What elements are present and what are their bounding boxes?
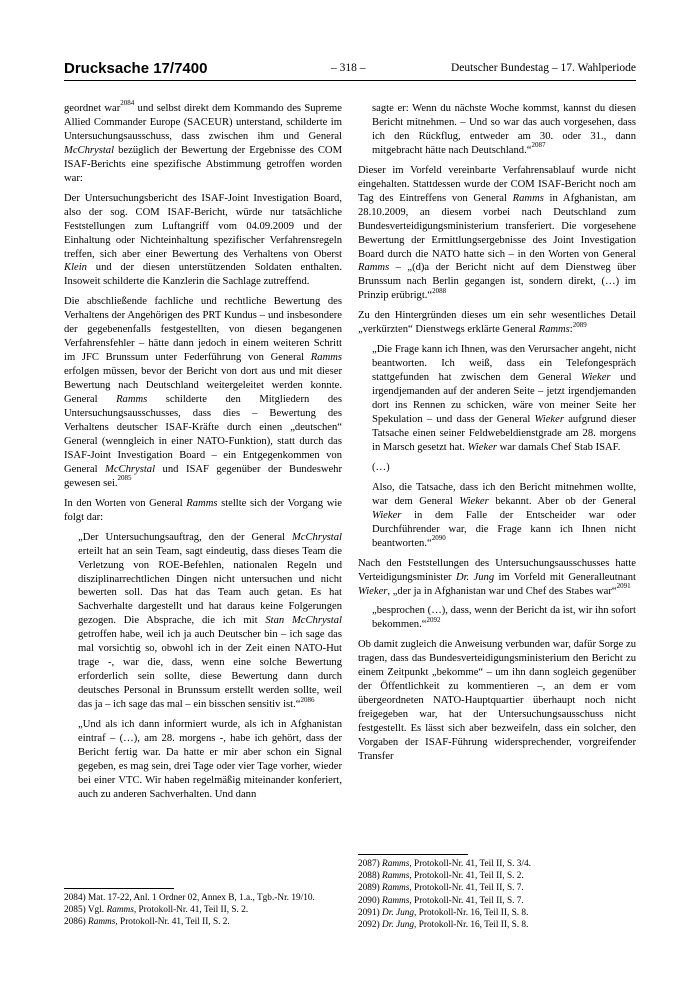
quote-paragraph: [372, 604, 636, 632]
footnote-list-right: [358, 858, 636, 931]
text-run: schilderte den Mitgliedern des Untersuchungsausschusses, dass dies – Bewertung des Verhaltens deutscher ISAF-Kräfte durch einen „deutschen“ General (wenngleich in einer NATO-Funktion), statt durch das ISAF-Joint Investigation Board – ein Entgegenkommen von General: [64, 394, 342, 475]
quote-paragraph: [372, 343, 636, 455]
text-run: sagte er: Wenn du nächste Woche kommst, kannst du diesen Bericht mitnehmen. – Und so war das auch vorgesehen, dass ich den Rückflug, entweder am 30. oder 31., dann mitgebracht hätte nach Deutschland.“: [372, 103, 636, 156]
body-paragraph: [358, 164, 636, 304]
text-run: 2089): [358, 883, 383, 894]
footnote-reference: 2087: [531, 141, 546, 150]
text-run: Ob damit zugleich die Anweisung verbunden war, dafür Sorge zu tragen, dass das Bundesverteidigungsministerium den Bericht zu einem Zeitpunkt „bekomme“ – um ihn dann sogleich gegenüber der Öffentlichkeit zu kommentieren –, an dem er vom übergeordneten NATO-Hauptquartier überhaupt noch nicht freigegeben war, hat der Untersuchungsausschuss nicht festgestellt. Es lässt sich aber bezweifeln, dass ein solcher, den Vorgaben der ISAF-Führung widersprechender, vorgreifender Transfer: [358, 639, 636, 762]
text-run: bezüglich der Bewertung der Ergebnisse des COM ISAF-Berichts eine spezifische Abstimmung getroffen worden war:: [64, 144, 342, 184]
text-run: und der diesen unterstützenden Soldaten enthalten. Insoweit schilderte die Kanzlerin die Sachlage zutreffend.: [64, 262, 342, 288]
right-text-column: [358, 102, 636, 770]
document-number-value: 7400: [174, 60, 208, 77]
emphasized-name: Ramms: [382, 883, 410, 894]
footnote-reference: 2085: [117, 474, 132, 483]
footnote-reference: 2089: [572, 320, 587, 329]
text-run: Zu den Hintergründen dieses um ein sehr wesentliches Detail „verkürzten“ Dienstwegs erklärte General: [358, 310, 636, 336]
emphasized-name: Dr. Jung: [455, 571, 495, 583]
emphasized-name: Dr. Jung: [382, 920, 415, 931]
footnote: [358, 882, 636, 894]
emphasized-name: Klein: [64, 262, 87, 274]
emphasized-name: Stan McChrystal: [265, 615, 342, 627]
body-paragraph: [358, 557, 636, 599]
footnote: [64, 904, 342, 916]
text-run: In den Worten von General: [64, 497, 187, 509]
footnote: [64, 892, 342, 904]
text-run: 2090): [358, 895, 383, 906]
footnote: [358, 919, 636, 931]
emphasized-name: Ramms: [116, 394, 148, 406]
quote-paragraph: [372, 481, 636, 551]
text-run: „Die Frage kann ich Ihnen, was den Verursacher angeht, nicht beantworten. Ich weiß, dass ein Telefongespräch stattgefunden hat zwischen dem General: [372, 344, 636, 384]
emphasized-name: Ramms: [382, 871, 410, 882]
text-run: 2086): [64, 917, 89, 928]
footnote: [358, 907, 636, 919]
emphasized-name: McChrystal: [291, 531, 342, 543]
quote-paragraph: [372, 461, 636, 475]
footnote-separator: [64, 888, 174, 889]
text-run: , Protokoll-Nr. 41, Teil II, S. 7.: [409, 883, 524, 894]
footnote-reference: 2092: [426, 615, 441, 624]
footnote-list-left: [64, 892, 342, 929]
text-run: getroffen habe, weil ich ja auch Deutscher bin – ich sage das mal vorsichtig so, obwohl ich in der Zeit einen NATO-Hut trage -, war die, dass, wenn eine solche Bewertung erforderlich sein sollte, diese Bewertung dann durch deutsches Personal in Brunssum erstellt werden sollte, weil das ja – ich sage das mal – ein bisschen sensitiv ist.“: [78, 629, 342, 711]
footnote-reference: 2090: [431, 534, 446, 543]
text-run: bekannt. Aber ob der General: [488, 495, 636, 507]
emphasized-name: Wieker: [358, 585, 388, 597]
text-run: in dem Falle der Entscheider war oder Durchführender war, die Frage kann ich Ihnen nicht beantworten.“: [372, 509, 636, 549]
text-run: und ISAF gegenüber der Bundeswehr gewesen sei.: [64, 463, 342, 489]
text-run: Der Untersuchungsbericht des ISAF-Joint Investigation Board, also der sog. COM ISAF-Bericht, würde nur tatsächliche Feststellungen zum Luftangriff vom 04.09.2009 und der Einhaltung oder Nichteinhaltung spezifischer Verfahrensregeln treffen, sich aber einer Bewertung des Verhaltens von Oberst: [64, 192, 342, 260]
emphasized-name: Ramms: [512, 192, 544, 204]
body-paragraph: [64, 99, 343, 186]
footnote-reference: 2084: [120, 99, 135, 108]
quote-paragraph: [78, 531, 342, 712]
text-run: „besprochen (…), dass, wenn der Bericht da ist, wir ihn sofort bekommen.“: [372, 605, 636, 631]
footnotes-left: [64, 888, 342, 929]
body-paragraph: [64, 192, 342, 290]
text-run: war damals Chef Stab ISAF.: [497, 441, 621, 453]
text-run: in Afghanistan, am 28.10.2009, an diesem vorbei nach Deutschland zum Bundesverteidigungsministerium transferiert. Die vorgesehene Bewertung der Ermittlungsergebnisse des Joint Investigation Board durch die NATO hatte sich – in den Worten von General: [358, 192, 636, 260]
emphasized-name: Wieker: [467, 441, 498, 453]
left-text-column: [64, 99, 343, 808]
text-run: – „(d)a der Bericht nicht auf dem Dienstweg über Brunssum nach Berlin gegangen ist, sondern direkt, (…) im Prinzip erübrigt.“: [358, 262, 636, 302]
quote-paragraph: [78, 718, 342, 802]
emphasized-name: Ramms: [106, 905, 134, 916]
text-run: „Der Untersuchungsauftrag, den der General: [78, 531, 292, 543]
body-paragraph: [64, 497, 342, 525]
footnote-reference: 2091: [616, 581, 631, 590]
text-run: 2091): [358, 907, 383, 918]
text-run: 2088): [358, 871, 383, 882]
parliament-label: Deutscher Bundestag – 17. Wahlperiode: [450, 62, 636, 74]
text-run: Die abschließende fachliche und rechtliche Bewertung des Verhaltens der Angehörigen des PRT Kundus – und insbesondere der gegebenenfalls festgestellten, von diesen begangenen Verfahrensfehler – hätte dann jedoch in einem weiteren Schritt im JFC Brunssum unter Federführung von General: [64, 296, 342, 364]
footnote: [358, 895, 636, 907]
emphasized-name: Ramms: [382, 859, 410, 869]
text-run: (…): [372, 461, 390, 473]
footnote: [64, 916, 342, 928]
emphasized-name: McChrystal: [105, 463, 156, 475]
emphasized-name: McChrystal: [64, 144, 115, 156]
emphasized-name: Ramms: [88, 917, 116, 928]
emphasized-name: Wieker: [581, 372, 611, 384]
emphasized-name: Wieker: [372, 509, 402, 521]
text-run: Also, die Tatsache, dass ich den Bericht mitnehmen wollte, war dem General: [372, 481, 636, 507]
text-run: „Und als ich dann informiert wurde, als ich in Afghanistan eintraf – (…), am 28. morgens -, habe ich gehört, dass der Bericht fertig war. Da hatte er mir aber schon ein Signal gegeben, es mag sein, drei Tage oder vier Tage vorher, wieder bei einer VTC. Wir haben regelmäßig miteinander konferiert, auch zu anderen Sachverhalten. Und dann: [78, 719, 342, 800]
text-run: 2084) Mat. 17-22, Anl. 1 Ordner 02, Annex B, 1.a., Tgb.-Nr. 19/10.: [64, 893, 315, 903]
text-run: , Protokoll-Nr. 41, Teil II, S. 2.: [133, 905, 249, 916]
body-paragraph: [64, 295, 342, 490]
text-run: Nach den Feststellungen des Untersuchungsausschusses hatte Verteidigungsminister: [358, 557, 636, 583]
emphasized-name: Wieker: [534, 414, 564, 426]
footnote-reference: 2086: [300, 695, 315, 704]
text-run: , Protokoll-Nr. 16, Teil II, S. 8.: [414, 907, 529, 918]
text-run: , Protokoll-Nr. 41, Teil II, S. 7.: [409, 895, 524, 906]
emphasized-name: Wieker: [459, 495, 489, 507]
emphasized-name: Ramms: [310, 352, 342, 364]
emphasized-name: Ramms: [382, 895, 410, 906]
text-run: im Vorfeld mit Generalleutnant: [494, 571, 636, 583]
text-run: 2092): [358, 920, 383, 931]
text-run: erteilt hat an sein Team, sagt eindeutig, dass dieses Team die Verletzung von ROE-Befehlen, nationalen Regeln und disziplinarrechtlichen Dingen nicht untersuchen und nicht bewerten soll. Das hat das Team auch getan. Es hat Sachverhalte dargestellt und hat daraus keine Folgerungen gezogen. Die Absprache, die ich mit: [78, 545, 342, 627]
page-header: [64, 60, 636, 81]
text-run: stellte sich der Vorgang wie folgt dar:: [64, 497, 342, 523]
text-run: , Protokoll-Nr. 41, Teil II, S. 2.: [115, 917, 230, 928]
document-number-prefix: Drucksache 17/: [64, 60, 175, 77]
text-run: geordnet war: [64, 103, 121, 114]
text-run: aufgrund dieser Tatsache einen seiner Feldwebeldienstgrade am 28. morgens in Marsch gesetzt hat.: [372, 414, 636, 453]
footnotes-right: [358, 854, 636, 931]
text-run: und irgendjemanden auf der anderen Seite – jetzt irgendjemanden dort ins Rennen zu schicken, wäre von meiner Seite her Spekulation – und dass der General: [372, 372, 637, 426]
footnote-reference: 2088: [432, 286, 447, 295]
page-number: – 318 –: [331, 62, 366, 74]
text-run: :: [569, 324, 573, 336]
emphasized-name: Dr. Jung: [382, 907, 415, 918]
text-run: , „der ja in Afghanistan war und Chef des Stabes war“: [387, 585, 617, 597]
footnote: [358, 858, 636, 870]
text-run: und selbst direkt dem Kommando des Supreme Allied Commander Europe (SACEUR) unterstand, schilderte im Untersuchungsausschuss, dass zwischen ihm und General: [64, 103, 343, 142]
document-number: [64, 60, 207, 77]
text-run: , Protokoll-Nr. 16, Teil II, S. 8.: [414, 920, 529, 931]
text-run: erfolgen müssen, bevor der Bericht von dort aus und mit dieser Bewertung nach Deutschland weitergeleitet werden konnte. General: [64, 366, 342, 406]
text-run: , Protokoll-Nr. 41, Teil II, S. 3/4.: [409, 859, 531, 869]
text-run: , Protokoll-Nr. 41, Teil II, S. 2.: [409, 871, 524, 882]
footnote-separator: [358, 854, 468, 855]
footnote: [358, 870, 636, 882]
text-run: 2087): [358, 859, 383, 869]
emphasized-name: Ramms: [186, 497, 218, 509]
body-paragraph: [358, 638, 636, 764]
body-paragraph: [358, 309, 636, 337]
emphasized-name: Ramms: [538, 324, 570, 336]
text-run: Dieser im Vorfeld vereinbarte Verfahrensablauf wurde nicht eingehalten. Stattdessen wurde der COM ISAF-Bericht noch am Tag des Eintreffens von General: [358, 164, 636, 204]
quote-paragraph: [372, 102, 636, 158]
emphasized-name: Ramms: [358, 262, 390, 274]
text-run: 2085) Vgl.: [64, 905, 107, 916]
